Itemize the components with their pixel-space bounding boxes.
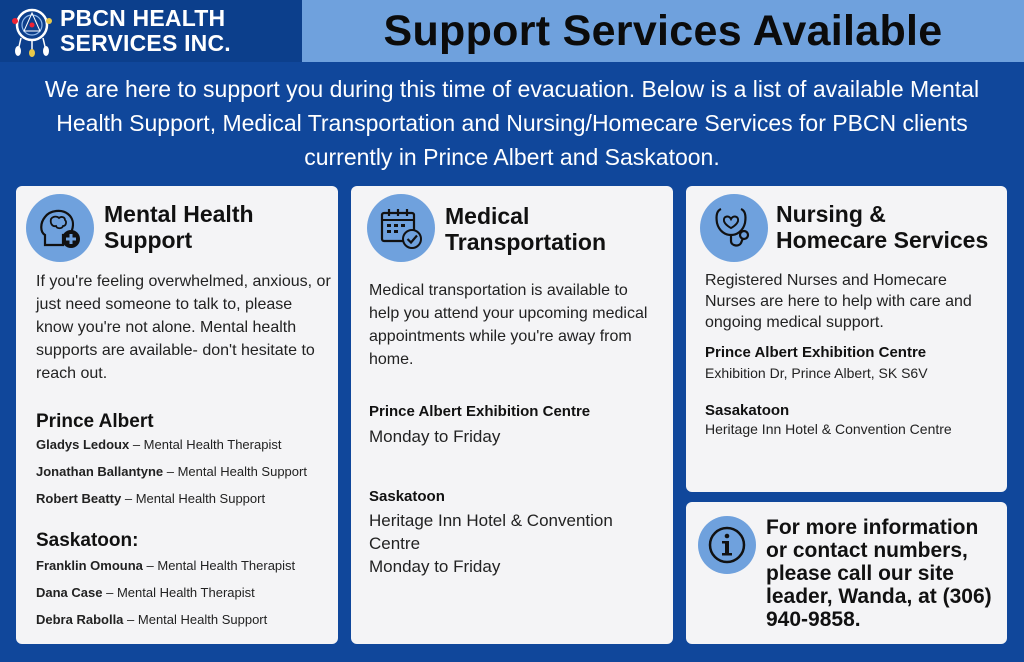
contact-item <box>36 558 295 573</box>
contact-item <box>36 612 267 627</box>
contact-item <box>36 491 265 506</box>
stethoscope-heart-icon <box>700 194 768 262</box>
mental-health-card <box>16 186 338 644</box>
mental-health-title <box>104 201 254 253</box>
location-name: Prince Albert Exhibition Centre <box>705 344 927 361</box>
nursing-title-line1: Nursing & <box>776 201 886 227</box>
mental-health-title-line2: Support <box>104 227 193 253</box>
nursing-card <box>686 186 1007 492</box>
contact-item <box>36 437 281 452</box>
contact-item <box>36 585 255 600</box>
saskatoon-heading: Saskatoon: <box>36 530 139 551</box>
org-name <box>60 6 231 56</box>
medical-transport-title <box>445 203 606 255</box>
contact-role: – Mental Health Support <box>124 491 266 506</box>
intro-text: We are here to support you during this time of evacuation. Below is a list of available Mental Health Support, Medical Transportation and Nursing/Homecare Services for PBCN clients currently in Prince Albert and Saskatoon. <box>44 76 980 170</box>
info-icon <box>698 516 756 574</box>
contact-name: Franklin Omouna <box>36 558 143 573</box>
org-name-line2: SERVICES INC. <box>60 30 231 56</box>
dreamcatcher-logo-icon <box>6 3 58 59</box>
mental-health-title-line1: Mental Health <box>104 201 254 227</box>
medical-transport-card <box>351 186 673 644</box>
prince-albert-heading: Prince Albert <box>36 411 154 432</box>
contact-name: Jonathan Ballantyne <box>36 464 164 479</box>
contact-name: Dana Case <box>36 585 103 600</box>
contact-name: Debra Rabolla <box>36 612 124 627</box>
contact-name: Gladys Ledoux <box>36 437 130 452</box>
contact-role: – Mental Health Therapist <box>106 585 255 600</box>
info-card <box>686 502 1007 644</box>
mental-health-description: If you're feeling overwhelmed, anxious, or just need someone to talk to, please know you're not alone. Mental health supports are available- don't hesitate to reach out. <box>36 273 331 382</box>
location-name: Prince Albert Exhibition Centre <box>369 403 591 420</box>
location-days: Monday to Friday <box>369 427 501 446</box>
contact-item <box>36 464 307 479</box>
location-place: Heritage Inn Hotel & Convention Centre <box>369 511 613 553</box>
title-banner <box>302 0 1024 62</box>
location-name: Saskatoon <box>369 488 445 505</box>
contact-role: – Mental Health Therapist <box>132 437 282 452</box>
location-name: Sasakatoon <box>705 402 790 419</box>
medical-transport-description: Medical transportation is available to help you attend your upcoming medical appointments while you're away from home. <box>369 282 648 368</box>
nursing-title <box>776 201 988 253</box>
medical-transport-title-line2: Transportation <box>445 229 607 255</box>
nursing-title-line2: Homecare Services <box>776 227 989 253</box>
contact-role: – Mental Health Support <box>166 464 307 479</box>
org-name-line1: PBCN HEALTH <box>60 5 226 31</box>
contact-name: Robert Beatty <box>36 491 122 506</box>
location-address: Exhibition Dr, Prince Albert, SK S6V <box>705 365 928 381</box>
page-title: Support Services Available <box>383 6 943 55</box>
location-days: Monday to Friday <box>369 557 501 576</box>
calendar-check-icon <box>367 194 435 262</box>
contact-role: – Mental Health Therapist <box>146 558 296 573</box>
medical-transport-title-line1: Medical <box>445 203 530 229</box>
org-header <box>0 0 302 62</box>
nursing-description: Registered Nurses and Homecare Nurses are here to help with care and ongoing medical support. <box>705 272 972 331</box>
contact-role: – Mental Health Support <box>127 612 268 627</box>
contact-info-text: For more information or contact numbers, please call our site leader, Wanda, at (306) 940-9858. <box>766 516 992 631</box>
location-place: Heritage Inn Hotel & Convention Centre <box>705 421 952 437</box>
brain-health-icon <box>26 194 94 262</box>
